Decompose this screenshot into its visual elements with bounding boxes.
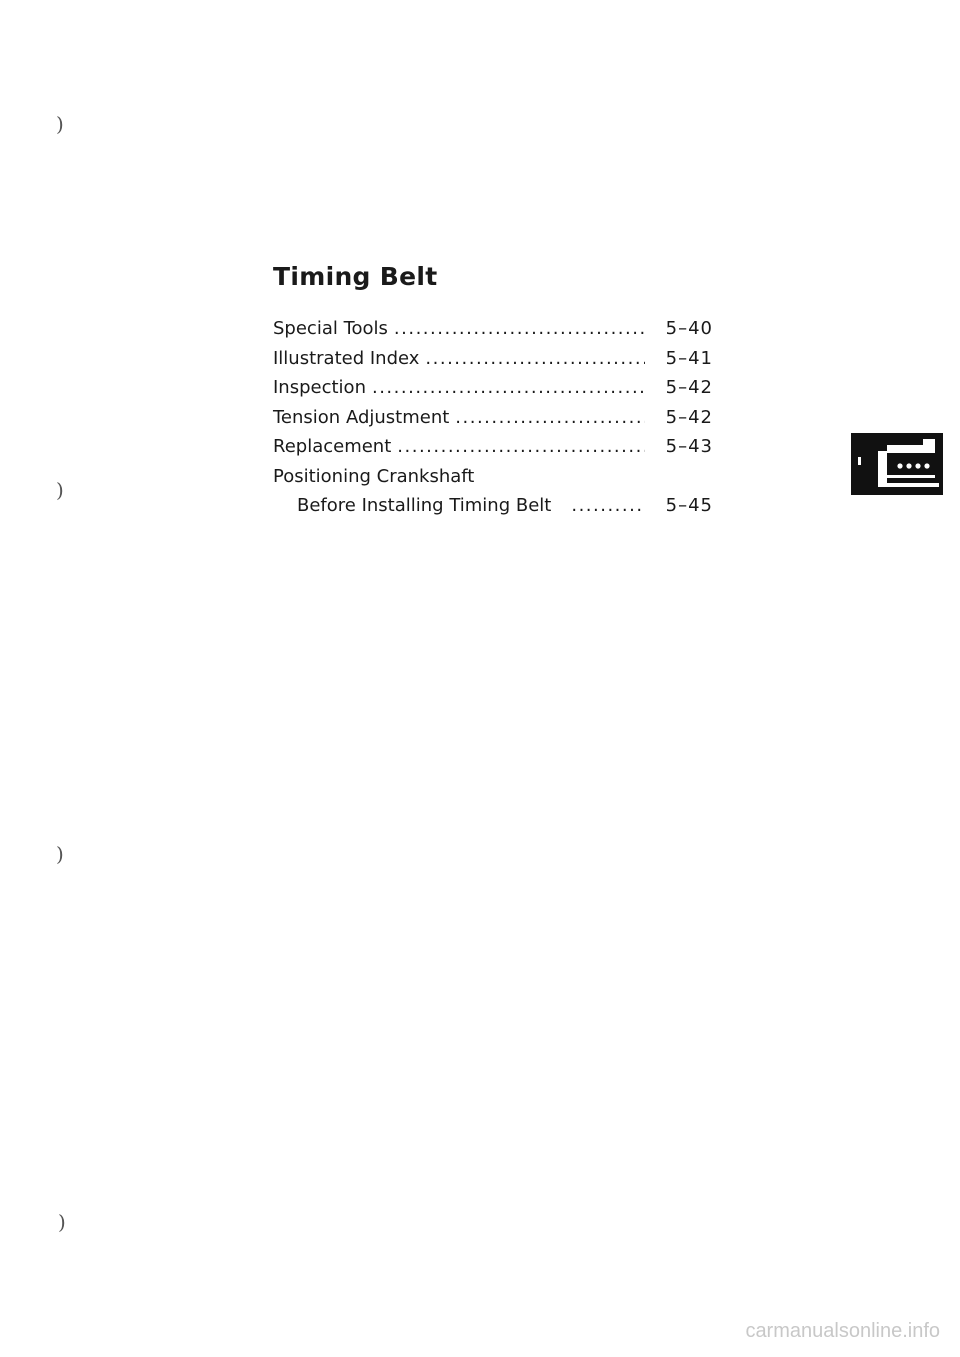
toc-item-label: Tension Adjustment [273, 406, 450, 428]
toc-item-label: Inspection [273, 377, 366, 398]
toc-leader-dots [394, 318, 645, 339]
toc-leader-dots [571, 495, 645, 516]
table-of-contents [273, 318, 713, 525]
toc-leader-dots [425, 348, 645, 369]
toc-item-replacement[interactable] [273, 436, 713, 466]
toc-item-page: 5–43 [665, 436, 713, 457]
toc-item-page: 5–41 [665, 347, 713, 369]
toc-item-page: 5–45 [665, 495, 713, 516]
binder-mark-3: ) [56, 842, 64, 866]
binder-mark-4: ) [58, 1210, 66, 1234]
toc-item-page: 5–42 [665, 406, 713, 428]
toc-item-label: Replacement [273, 436, 392, 457]
toc-item-label: Special Tools [273, 318, 388, 339]
toc-leader-dots [455, 407, 645, 428]
section-title: Timing Belt [273, 262, 438, 291]
watermark: carmanualsonline.info [745, 1320, 940, 1342]
toc-item-label: Before Installing Timing Belt [297, 495, 552, 516]
binder-mark-2: ) [56, 478, 64, 502]
toc-item-positioning-crankshaft[interactable] [273, 466, 713, 496]
toc-item-tension-adjustment[interactable] [273, 407, 713, 437]
binder-mark-1: ) [56, 112, 64, 136]
toc-leader-dots [372, 377, 645, 398]
toc-item-label: Positioning Crankshaft [273, 465, 475, 487]
toc-item-page: 5–42 [665, 377, 713, 398]
toc-item-page: 5–40 [665, 318, 713, 339]
engine-section-tab-icon [851, 433, 943, 495]
toc-leader-dots [397, 436, 645, 457]
toc-item-before-installing-timing-belt[interactable] [273, 495, 713, 525]
toc-item-illustrated-index[interactable] [273, 348, 713, 378]
toc-item-inspection[interactable] [273, 377, 713, 407]
toc-item-special-tools[interactable] [273, 318, 713, 348]
toc-item-label: Illustrated Index [273, 347, 420, 369]
